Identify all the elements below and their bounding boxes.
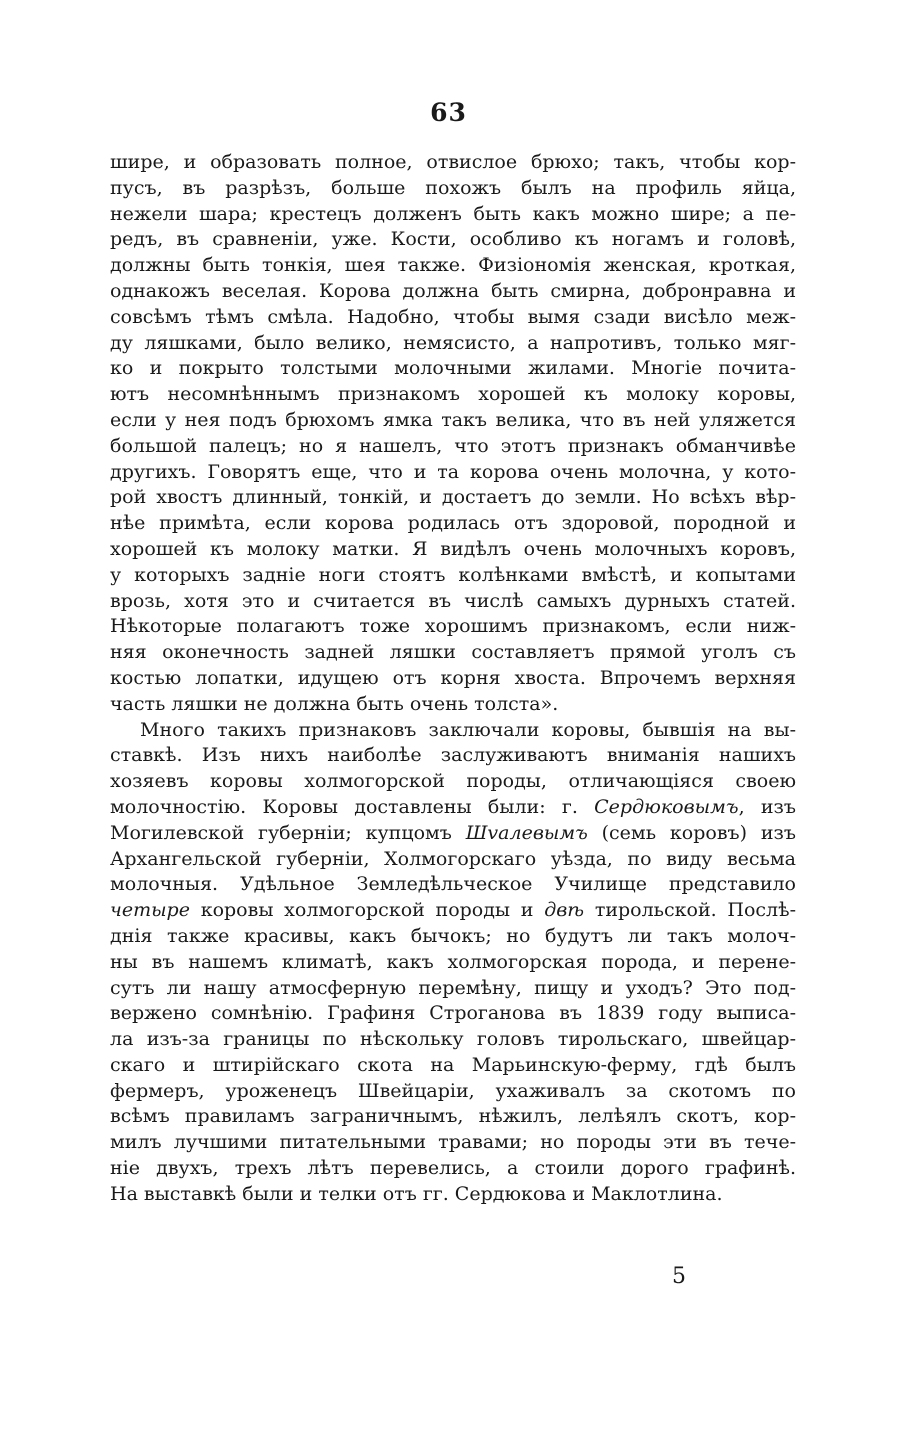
page-number: 63 [430,98,467,127]
text-line: совсѣмъ тѣмъ смѣла. Надобно, чтобы вымя сзади висѣло меж- [110,305,796,328]
text-line: другихъ. Говорятъ еще, что и та корова очень молочна, у кото- [110,460,796,483]
text-line: молочныя. Удѣльное Земледѣльческое Училище представило [110,873,796,896]
text-line: часть ляшки не должна быть очень толста». [110,692,559,715]
text-line: ны въ нашемъ климатѣ, какъ холмогорская порода, и перене- [110,950,796,973]
text-line: редъ, въ сравненіи, уже. Кости, особливо къ ногамъ и головѣ, [110,228,796,251]
text-line: однакожъ веселая. Корова должна быть смирна, добронравна и [110,279,796,302]
text-line: милъ лучшими питательными травами; но породы эти въ тече- [110,1131,796,1154]
text-line: хорошей къ молоку матки. Я видѣлъ очень молочныхъ коровъ, [110,537,796,560]
italic-word: четыре [110,899,190,922]
text-line: большой палецъ; но я нашелъ, что этотъ признакъ обманчивѣе [110,434,796,457]
text-line: скаго и штирійскаго скота на Марьинскую-ферму, гдѣ былъ [110,1053,796,1076]
text-line: днія также красивы, какъ бычокъ; но будутъ ли такъ молоч- [110,924,796,947]
text-line: шире, и образовать полное, отвислое брюхо; такъ, чтобы кор- [110,151,796,173]
text-line: На выставкѣ были и телки отъ гг. Сердюкова и Маклотлина. [110,1182,723,1205]
italic-name: Сердюковымъ [594,795,739,818]
text-line: фермеръ, уроженецъ Швейцаріи, ухаживалъ за скотомъ по [110,1079,796,1102]
paragraph-2 [110,718,796,1208]
text-line: вержено сомнѣнію. Графиня Строганова въ 1839 году выписа- [110,1002,796,1025]
text-segment: коровы холмогорской породы и [189,899,545,922]
text-line: ставкѣ. Изъ нихъ наиболѣе заслуживаютъ вниманія нашихъ [110,744,796,767]
text-line: если у нея подъ брюхомъ ямка такъ велика, что въ ней уляжется [110,408,796,431]
text-line [110,795,796,821]
text-line: ютъ несомнѣннымъ признакомъ хорошей къ молоку коровы, [110,383,796,406]
text-line: должны быть тонкія, шея также. Физіономія женская, кроткая, [110,254,796,277]
text-line: Много такихъ признаковъ заключали коровы, бывшія на вы- [140,718,796,741]
text-line: пусъ, въ разрѣзъ, больше похожъ былъ на профиль яйца, [110,176,796,199]
text-segment: , изъ [738,795,796,818]
paragraph-1 [110,150,796,718]
text-segment: (семь коровъ) изъ [587,821,796,844]
text-line: Архангельской губерніи, Холмогорскаго уѣзда, по виду весьма [110,847,796,870]
text-line: костью лопатки, идущею отъ корня хвоста. Впрочемъ верхняя [110,666,796,689]
text-line: ніе двухъ, трехъ лѣтъ перевелись, а стоили дорого графинѣ. [110,1157,796,1180]
text-line: хозяевъ коровы холмогорской породы, отличающіяся своею [110,770,796,793]
text-segment: молочностію. Коровы доставлены были: г. [110,795,595,818]
text-line: ко и покрыто толстыми молочными жилами. Многіе почита- [110,357,796,380]
text-line: Нѣкоторые полагаютъ тоже хорошимъ признакомъ, если ниж- [110,615,796,638]
text-line: у которыхъ задніе ноги стоятъ колѣнками вмѣстѣ, и копытами [110,563,796,586]
text-line: рой хвостъ длинный, тонкій, и достаетъ до земли. Но всѣхъ вѣр- [110,486,796,509]
text-line: няя оконечность задней ляшки составляетъ прямой уголъ съ [110,641,796,664]
text-line: нѣе примѣта, если корова родилась отъ здоровой, породной и [110,512,796,535]
text-line: ла изъ-за границы по нѣскольку головъ тирольскаго, швейцар- [110,1028,796,1051]
signature-mark: 5 [672,1264,686,1289]
text-line [110,821,796,847]
body-text [110,150,796,1208]
text-line: ду ляшками, было велико, немясисто, а напротивъ, только мяг- [110,331,796,354]
text-segment: Могилевской губерніи; купцомъ [110,821,466,844]
italic-name: Шvалевымъ [465,821,588,844]
text-line: всѣмъ правиламъ заграничнымъ, нѣжилъ, лелѣялъ скотъ, кор- [110,1105,796,1128]
text-line [110,898,796,924]
text-line: нежели шара; крестецъ долженъ быть какъ можно шире; а пе- [110,202,796,225]
italic-word: двѣ [544,899,585,922]
text-segment: тирольской. Послѣ- [584,899,796,922]
text-line: сутъ ли нашу атмосферную перемѣну, пищу и уходъ? Это под- [110,976,796,999]
text-line: врозь, хотя это и считается въ числѣ самыхъ дурныхъ статей. [110,589,796,612]
